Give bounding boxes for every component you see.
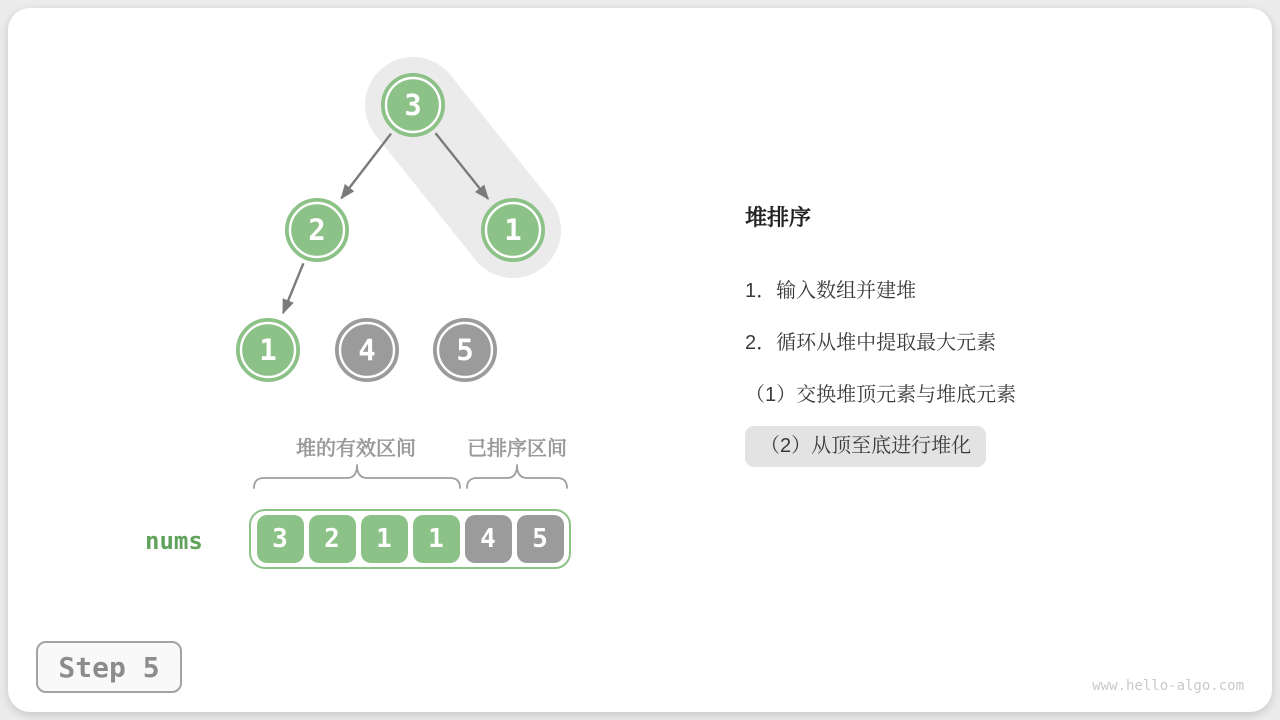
step-item: （2）从顶至底进行堆化	[745, 426, 986, 467]
tree-node-5	[434, 319, 496, 381]
array-cell: 3	[257, 515, 304, 563]
array-cell: 2	[309, 515, 356, 563]
array-cell: 1	[413, 515, 460, 563]
tree-node-value: 1	[504, 213, 522, 247]
watermark: www.hello-algo.com	[1092, 678, 1244, 694]
tree-node-1	[482, 199, 544, 261]
tree-node-value: 2	[308, 213, 326, 247]
tree-node-1	[237, 319, 299, 381]
array-label: nums	[145, 527, 203, 555]
tree-node-value: 5	[456, 333, 474, 367]
brace-heap-region	[254, 465, 460, 488]
steps-list	[745, 280, 1175, 496]
array-box	[249, 509, 571, 569]
brace-sorted-region	[467, 465, 567, 488]
panel-title: 堆排序	[745, 205, 812, 230]
tree-node-value: 1	[259, 333, 277, 367]
array-cell: 5	[517, 515, 564, 563]
step-item: （1）交换堆顶元素与堆底元素	[745, 384, 1017, 406]
tree-node-3	[382, 74, 444, 136]
region-braces	[250, 460, 580, 494]
step-item: 1．输入数组并建堆	[745, 280, 917, 302]
tree-node-value: 4	[358, 333, 376, 367]
step-item: 2．循环从堆中提取最大元素	[745, 332, 997, 354]
tree-node-4	[336, 319, 398, 381]
tree-edge	[341, 134, 391, 199]
array-cell: 4	[465, 515, 512, 563]
steps-panel	[745, 205, 1175, 496]
tree-edge	[283, 263, 303, 313]
array-cell: 1	[361, 515, 408, 563]
heap-region-label: 堆的有效区间	[296, 438, 416, 460]
tree-node-value: 3	[404, 88, 422, 122]
step-badge: Step 5	[36, 641, 182, 693]
sorted-region-label: 已排序区间	[467, 438, 567, 460]
tree-node-2	[286, 199, 348, 261]
tree-svg	[220, 55, 620, 395]
